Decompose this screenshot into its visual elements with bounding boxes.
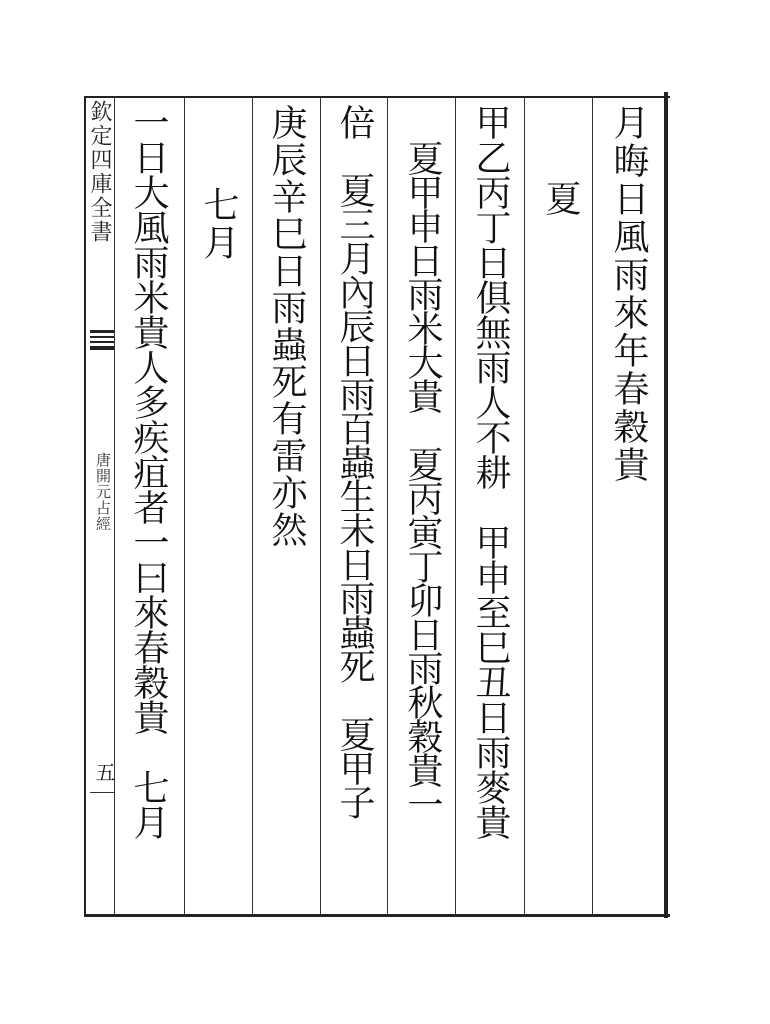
text-column-3: 甲乙丙丁日俱無雨人不耕 甲申至巳丑日雨麥貴 (470, 104, 511, 839)
book-name: 唐開元占經 (94, 452, 112, 532)
fish-tail-mark (90, 330, 114, 350)
text-column-1: 月晦日風雨來年春穀貴 (608, 104, 649, 484)
column-rule (252, 96, 253, 914)
column-rule (455, 96, 456, 914)
column-rule (592, 96, 593, 914)
frame-right-border (664, 92, 668, 918)
column-rule (387, 96, 388, 914)
column-rule (524, 96, 525, 914)
column-rule (184, 96, 185, 914)
page-number-rule (90, 792, 114, 793)
margin-rule (114, 96, 115, 914)
column-rule (320, 96, 321, 914)
frame-bottom-border (84, 914, 670, 917)
text-column-6: 庚辰辛巳日雨蟲死有雷亦然 (266, 104, 307, 548)
collection-title: 欽定四庫全書 (87, 100, 112, 244)
text-column-7: 七月 (198, 186, 239, 262)
text-column-2: 夏 (540, 180, 581, 218)
text-column-8: 一日大風雨米貴人多疾疽者一曰來春穀貴 七月 (128, 104, 169, 839)
page-number: 五 (92, 762, 116, 782)
frame-top-border (84, 96, 670, 98)
text-column-4: 夏甲申日雨米大貴 夏丙寅丁卯日雨秋穀貴一 (402, 140, 443, 820)
text-column-5: 倍 夏三月內辰日雨百蟲生未日雨蟲死 夏甲子 (334, 104, 375, 818)
